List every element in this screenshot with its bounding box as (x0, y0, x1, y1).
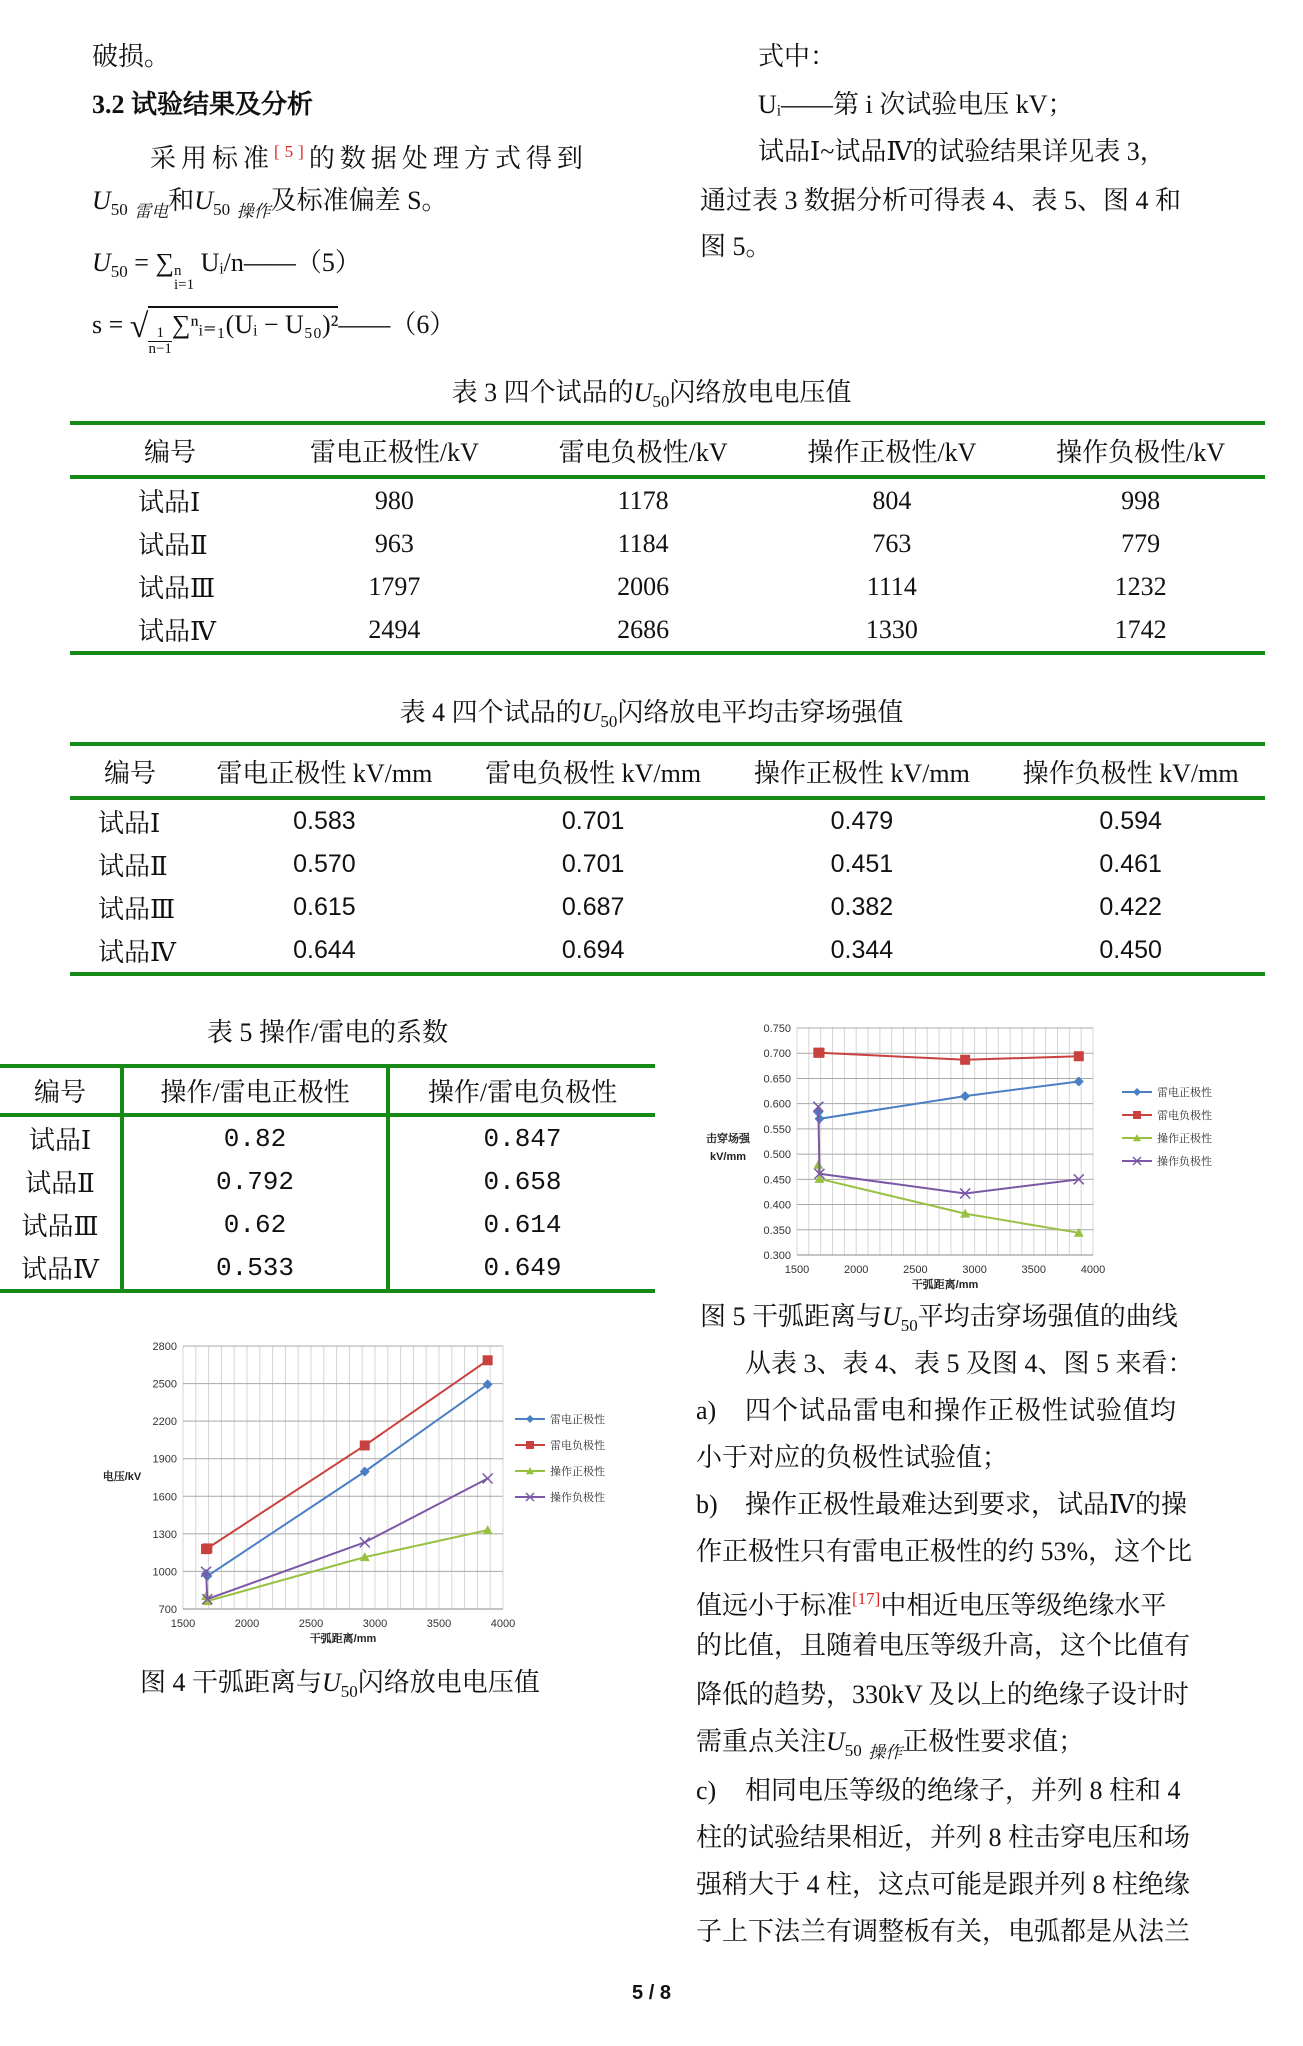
legend-label: 操作正极性 (1157, 1133, 1212, 1145)
text-line: 作正极性只有雷电正极性的约 53%，这个比 (696, 1537, 1193, 1566)
data-point (483, 1474, 493, 1484)
text: 图 5 干弧距离与 (700, 1302, 883, 1331)
cell: 1178 (617, 485, 669, 515)
frac-num: 1 (156, 325, 164, 341)
cell: 763 (872, 528, 912, 558)
subscript: 50 (110, 262, 128, 281)
table-row (70, 886, 1265, 929)
cell: 2006 (617, 571, 670, 601)
text: 正极性要求值； (902, 1727, 1085, 1756)
table-row (70, 843, 1265, 886)
subscript: 50 (600, 712, 618, 731)
legend-label: 雷电正极性 (1157, 1087, 1212, 1099)
formula-5 (92, 248, 361, 292)
text: 表 3 四个试品的 (451, 378, 634, 407)
cell: 0.701 (561, 850, 625, 878)
column-header: 操作/雷电负极性 (427, 1078, 618, 1107)
cell: 1742 (1114, 614, 1167, 644)
cell: 2494 (368, 614, 421, 644)
cell: 0.570 (293, 850, 356, 878)
equation-tag: ——（6） (338, 310, 456, 339)
text: 和 (168, 186, 195, 215)
y-tick-label: 0.600 (763, 1098, 791, 1111)
column-header: 雷电正极性 kV/mm (216, 758, 433, 788)
data-point (814, 1048, 824, 1058)
cell: 0.792 (122, 1160, 388, 1203)
cell: 0.479 (830, 807, 894, 835)
y-tick-label: 2200 (152, 1416, 177, 1429)
text: 需重点关注 (696, 1727, 827, 1756)
subscript: 雷电 (134, 202, 169, 221)
column-header: 编号 (143, 437, 196, 467)
table-header-row (70, 744, 1265, 798)
series-line (818, 1165, 1078, 1233)
table-row (70, 565, 1265, 608)
text: 图 4 干弧距离与 (140, 1668, 323, 1697)
x-tick-label: 1500 (170, 1618, 196, 1630)
math-u: U (581, 698, 601, 727)
cell: 0.461 (1099, 850, 1162, 878)
cell: 0.694 (561, 936, 625, 964)
table-row (70, 522, 1265, 565)
citation-ref[interactable]: [17] (852, 1589, 881, 1608)
legend-label: 雷电负极性 (1157, 1110, 1212, 1122)
math-u: U (92, 186, 111, 215)
x-tick-label: 2000 (234, 1618, 260, 1630)
data-point (483, 1355, 493, 1365)
cell: 试品Ⅲ (138, 574, 216, 603)
cell: 试品Ⅱ (0, 1160, 122, 1203)
cell: 0.450 (1099, 936, 1162, 964)
text-line (696, 1727, 1084, 1768)
column-header: 雷电负极性/kV (558, 437, 728, 467)
subscript: 50 (652, 392, 670, 411)
series-line (818, 1053, 1078, 1060)
cell: 0.422 (1099, 893, 1162, 921)
y-tick-label: 0.750 (763, 1023, 791, 1035)
text-line: 操作正极性最难达到要求，试品Ⅳ的操 (745, 1490, 1187, 1519)
cell: 1184 (617, 528, 669, 558)
table-row (70, 929, 1265, 974)
x-tick-label: 2500 (298, 1618, 324, 1630)
cell: 0.644 (293, 936, 356, 964)
cell: 980 (374, 485, 414, 515)
text-line: 从表 3、表 4、表 5 及图 4、图 5 来看： (745, 1349, 1194, 1378)
subscript: 50 (340, 1682, 358, 1701)
cell: 1330 (865, 614, 918, 644)
subscript: 50 (844, 1741, 862, 1760)
text-line: 柱的试验结果相近，并列 8 柱击穿电压和场 (696, 1823, 1191, 1852)
y-tick-label: 2500 (152, 1378, 177, 1391)
table-row (0, 1160, 655, 1203)
y-tick-label: 0.550 (763, 1123, 791, 1136)
cell: 试品Ⅳ (138, 617, 216, 646)
table4 (70, 742, 1265, 976)
y-tick-label: 0.400 (763, 1199, 791, 1212)
x-tick-label: 3000 (962, 1264, 987, 1276)
x-tick-label: 4000 (1080, 1264, 1106, 1276)
data-point (1133, 1088, 1141, 1096)
math-u: U (633, 378, 653, 407)
cell: 0.658 (483, 1166, 562, 1197)
text-line: 式中： (758, 42, 837, 71)
figure-5-caption (700, 1302, 1178, 1341)
data-point (202, 1543, 212, 1553)
table3 (70, 421, 1265, 655)
text-line: 相同电压等级的绝缘子，并列 8 柱和 4 (745, 1776, 1181, 1805)
sum-lower: i=1 (173, 277, 195, 293)
x-tick-label: 3000 (362, 1618, 388, 1630)
column-header: 雷电正极性/kV (309, 437, 479, 467)
legend-label: 雷电正极性 (550, 1414, 605, 1426)
data-point (483, 1525, 493, 1534)
subscript: 操作 (868, 1743, 903, 1762)
column-header: 操作负极性 kV/mm (1022, 758, 1239, 788)
series-line (206, 1530, 488, 1601)
cell: 0.82 (122, 1115, 388, 1160)
text-line: 试品Ⅰ~试品Ⅳ的试验结果详见表 3， (758, 137, 1166, 166)
cell: 0.533 (122, 1246, 388, 1291)
table5 (0, 1064, 655, 1293)
y-tick-label: 1600 (152, 1491, 177, 1504)
formula-6 (92, 310, 455, 357)
text-line: 四个试品雷电和操作正极性试验值均 (745, 1396, 1178, 1425)
figure-4-chart (100, 1325, 660, 1655)
table4-caption (0, 698, 1303, 737)
table5-caption: 表 5 操作/雷电的系数 (206, 1018, 449, 1047)
section-heading: 3.2 试验结果及分析 (92, 90, 314, 119)
data-point (360, 1440, 370, 1450)
cell: 0.649 (483, 1252, 562, 1283)
x-axis-title: 干弧距离/mm (911, 1279, 979, 1291)
legend-label: 操作负极性 (550, 1492, 605, 1504)
table-row (70, 477, 1265, 522)
cell: 0.451 (830, 850, 894, 878)
y-tick-label: 2800 (152, 1341, 177, 1353)
text: 采用标准 (150, 144, 275, 173)
cell: 试品Ⅱ (98, 852, 168, 881)
series-line (206, 1360, 488, 1549)
x-axis-title: 干弧距离/mm (309, 1633, 377, 1645)
cell: 1232 (1114, 571, 1167, 601)
text-line: 图 5。 (700, 232, 772, 261)
series-line (818, 1081, 1078, 1118)
list-label: b) (696, 1490, 718, 1519)
page-number: 5 / 8 (632, 1982, 671, 2004)
text-line: 降低的趋势，330kV 及以上的绝缘子设计时 (696, 1680, 1189, 1709)
column-header: 操作/雷电正极性 (122, 1066, 388, 1115)
text-line: 小于对应的负极性试验值； (696, 1443, 1009, 1472)
text: 中相近电压等级绝缘水平 (880, 1591, 1167, 1620)
cell: 0.687 (561, 893, 625, 921)
table3-caption (0, 378, 1303, 417)
text: 闪络放电电压值 (669, 378, 852, 407)
math-u: U (826, 1727, 845, 1756)
table-row (70, 798, 1265, 843)
table-header-row (0, 1066, 655, 1115)
cell: 0.583 (293, 807, 356, 835)
math-u: U (322, 1668, 341, 1697)
sum-body: ∑ⁿᵢ₌₁(Uᵢ − U₅₀)² (171, 310, 339, 339)
paragraph-line (150, 137, 588, 174)
y-tick-label: 0.350 (763, 1224, 791, 1237)
cell: 2686 (617, 614, 670, 644)
x-tick-label: 4000 (490, 1618, 516, 1630)
frac-den: n−1 (148, 341, 172, 357)
data-point (526, 1415, 534, 1423)
data-point (960, 1091, 970, 1101)
y-tick-label: 700 (158, 1604, 177, 1616)
text: 及标准偏差 S。 (270, 186, 448, 215)
cell: 试品Ⅰ (0, 1115, 122, 1160)
text: 的数据处理方式得到 (308, 144, 588, 173)
subscript: 50 (213, 200, 231, 219)
math-u: U (194, 186, 214, 215)
cell: 0.615 (293, 893, 356, 921)
data-point (960, 1055, 970, 1065)
figure-5-chart (700, 1005, 1260, 1300)
y-tick-label: 1000 (152, 1566, 177, 1579)
y-tick-label: 1900 (152, 1453, 177, 1466)
x-tick-label: 1500 (784, 1264, 810, 1276)
legend-label: 操作正极性 (550, 1466, 605, 1478)
subscript: 50 (900, 1316, 918, 1335)
column-header: 编号 (0, 1066, 122, 1115)
cell: 1797 (368, 571, 421, 601)
sum-upper: n (173, 263, 182, 279)
math-u: U (92, 248, 111, 277)
column-header: 操作负极性/kV (1056, 437, 1226, 467)
list-label: c) (696, 1776, 717, 1805)
y-axis-title: 击穿场强 (706, 1133, 750, 1145)
cell: 试品Ⅱ (138, 531, 208, 560)
cell: 0.594 (1099, 807, 1162, 835)
text-line: 强稍大于 4 柱，这点可能是跟并列 8 柱绝缘 (696, 1870, 1191, 1899)
cell: 779 (1121, 528, 1161, 558)
column-header: 操作正极性/kV (807, 437, 977, 467)
x-tick-label: 3500 (1021, 1264, 1047, 1276)
column-header: 编号 (103, 758, 156, 788)
y-axis-title: kV/mm (709, 1151, 747, 1163)
cell: 0.847 (483, 1123, 562, 1154)
text: 闪络放电电压值 (357, 1668, 540, 1697)
y-axis-title: 电压/kV (102, 1471, 142, 1483)
text: 表 4 四个试品的 (399, 698, 582, 727)
table-row (0, 1115, 655, 1160)
text-line: 子上下法兰有调整板有关，电弧都是从法兰 (696, 1917, 1191, 1946)
paragraph-line (92, 186, 448, 227)
y-tick-label: 0.500 (763, 1149, 791, 1162)
cell: 试品Ⅰ (138, 488, 201, 517)
cell: 试品Ⅲ (0, 1203, 122, 1246)
cell: 试品Ⅰ (98, 809, 161, 838)
x-tick-label: 2000 (843, 1264, 869, 1276)
series-line (206, 1384, 488, 1576)
sqrt-icon: √ (129, 308, 149, 345)
text-line: 破损。 (92, 42, 171, 71)
x-tick-label: 3500 (426, 1618, 452, 1630)
cell: 试品Ⅲ (98, 895, 176, 924)
lhs: s = (92, 310, 130, 339)
citation-ref[interactable]: [5] (274, 142, 309, 161)
y-tick-label: 0.450 (763, 1174, 791, 1187)
legend-label: 雷电负极性 (550, 1440, 605, 1452)
fraction: Uᵢ/n (194, 248, 244, 277)
text: 闪络放电平均击穿场强值 (617, 698, 904, 727)
text-line: 通过表 3 数据分析可得表 4、表 5、图 4 和 (700, 186, 1182, 215)
data-point (1074, 1051, 1084, 1061)
cell: 0.382 (830, 893, 894, 921)
cell: 1114 (866, 571, 917, 601)
list-label: a) (696, 1396, 717, 1425)
data-point (360, 1537, 370, 1547)
cell: 0.701 (561, 807, 625, 835)
cell: 998 (1121, 485, 1161, 515)
cell: 0.344 (830, 936, 894, 964)
cell: 0.614 (483, 1209, 562, 1240)
series-line (818, 1107, 1078, 1194)
table-row (0, 1203, 655, 1246)
cell: 963 (374, 528, 414, 558)
cell: 0.62 (122, 1203, 388, 1246)
y-tick-label: 0.700 (763, 1048, 791, 1061)
cell: 试品Ⅳ (98, 938, 176, 967)
table-header-row (70, 423, 1265, 477)
y-tick-label: 1300 (152, 1528, 177, 1541)
cell: 试品Ⅳ (0, 1246, 122, 1291)
y-tick-label: 0.300 (763, 1250, 791, 1262)
subscript: 50 (110, 200, 128, 219)
table-row (70, 608, 1265, 653)
data-point (1133, 1111, 1141, 1119)
text: 平均击穿场强值的曲线 (917, 1302, 1178, 1331)
y-tick-label: 0.650 (763, 1073, 791, 1086)
text-line (696, 1584, 1166, 1621)
figure-4-caption (140, 1668, 540, 1707)
subscript: 操作 (236, 202, 271, 221)
text-line: Uᵢ——第 i 次试验电压 kV； (758, 90, 1074, 119)
column-header: 雷电负极性 kV/mm (485, 758, 702, 788)
sum: = ∑ (127, 248, 174, 277)
math-u: U (882, 1302, 901, 1331)
column-header: 操作正极性 kV/mm (753, 758, 970, 788)
x-tick-label: 2500 (903, 1264, 928, 1276)
table-row (0, 1246, 655, 1291)
text-line: 的比值，且随着电压等级升高，这个比值有 (696, 1631, 1191, 1660)
data-point (526, 1441, 534, 1449)
legend-label: 操作负极性 (1157, 1156, 1212, 1168)
text: 值远小于标准 (696, 1591, 853, 1620)
cell: 804 (872, 485, 912, 515)
equation-tag: ——（5） (243, 248, 361, 277)
